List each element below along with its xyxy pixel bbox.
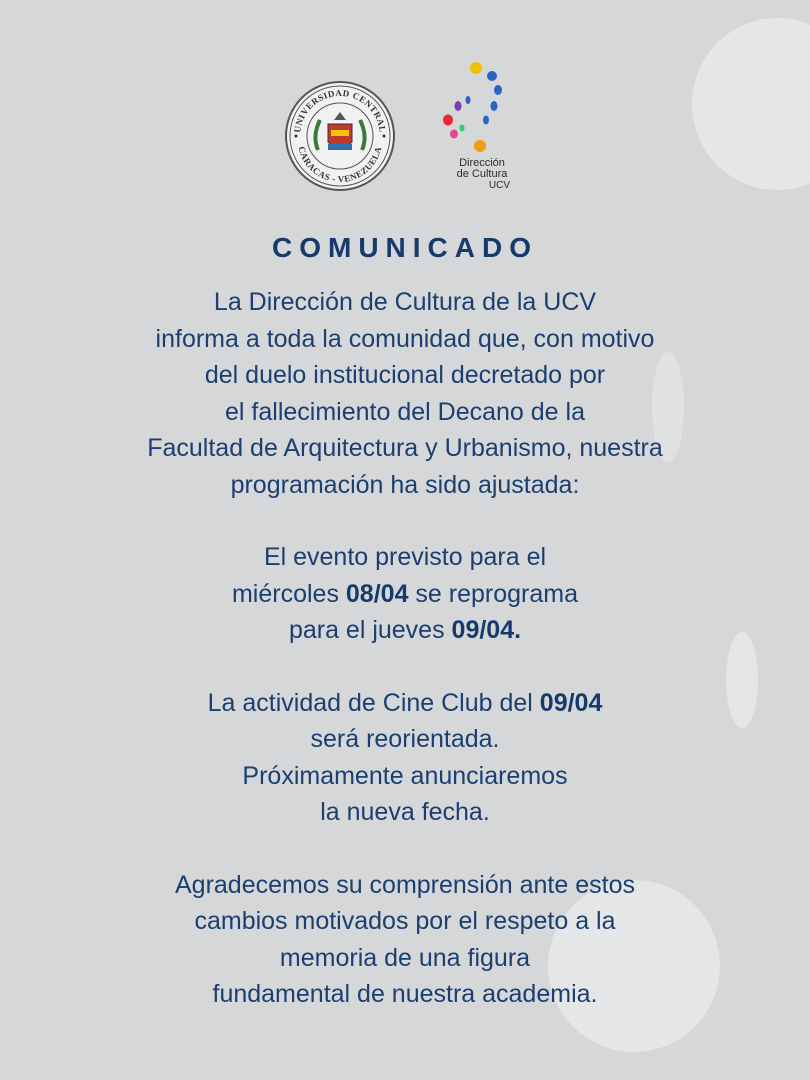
dots-mark-icon (436, 60, 526, 156)
text-line: Facultad de Arquitectura y Urbanismo, nuestra (147, 434, 663, 462)
text-line (0, 612, 810, 649)
text-segment: La actividad de Cine Club del (207, 688, 540, 717)
text-line: La Dirección de Cultura de la UCV (213, 288, 597, 316)
text-line (0, 685, 810, 722)
text-segment: miércoles (231, 579, 346, 608)
text-line: del duelo institucional decretado por (204, 361, 606, 389)
date-new: 09/04. (451, 616, 522, 644)
culture-logo-line1: Dirección (459, 157, 505, 169)
text-line: Próximamente anunciaremos (242, 761, 568, 790)
date-old: 08/04 (345, 579, 409, 608)
seal-bottom-text: CARACAS - VENEZUELA (296, 145, 384, 185)
text-segment: para el jueves (288, 616, 452, 644)
text-line: informa a toda la comunidad que, con motivo (155, 324, 655, 353)
text-line: el fallecimiento del Decano de la (225, 397, 585, 426)
paragraph-cine-club (0, 685, 810, 831)
culture-logo-line2: de Cultura (456, 168, 508, 180)
announcement-body (0, 284, 810, 1013)
text-segment: se reprograma (408, 579, 578, 608)
text-line: memoria de una figura (279, 943, 531, 972)
paragraph-event-rescheduled (0, 539, 810, 649)
text-line: fundamental de nuestra academia. (212, 980, 598, 1008)
paragraph-intro (0, 284, 810, 503)
ucv-seal-logo (284, 80, 396, 192)
seal-top-text: UNIVERSIDAD CENTRAL (292, 87, 388, 134)
paragraph-thanks (0, 867, 810, 1013)
text-line: El evento previsto para el (263, 543, 547, 571)
text-line (0, 576, 810, 613)
text-line: Agradecemos su comprensión ante estos (175, 870, 635, 899)
culture-logo-line3: UCV (488, 180, 510, 191)
text-line: cambios motivados por el respeto a la (194, 907, 616, 935)
direccion-cultura-logo (436, 60, 526, 200)
text-line: la nueva fecha. (320, 798, 490, 826)
logo-row (0, 60, 810, 200)
text-line: programación ha sido ajustada: (230, 470, 580, 499)
date-cine-club: 09/04 (539, 688, 603, 717)
text-line: será reorientada. (310, 725, 500, 753)
culture-logo-text (442, 158, 522, 191)
page-title: COMUNICADO (272, 232, 538, 263)
